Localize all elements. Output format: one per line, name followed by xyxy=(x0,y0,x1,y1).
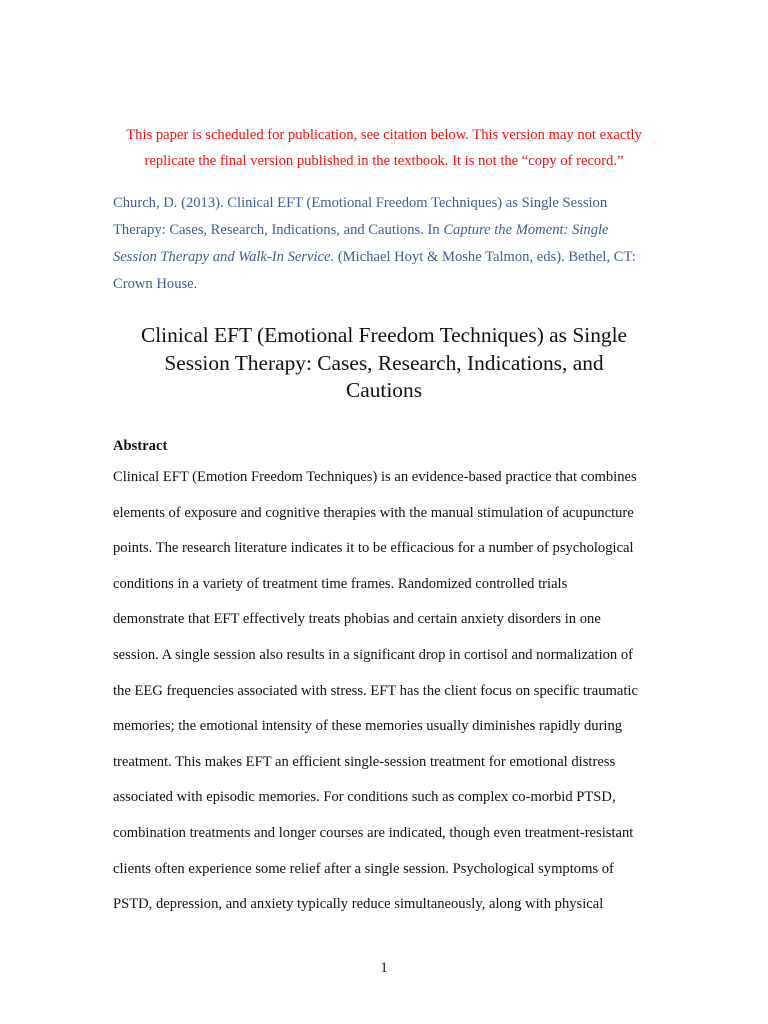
paper-title-line-2: Session Therapy: Cases, Research, Indications, and xyxy=(164,350,604,375)
paper-title xyxy=(84,322,684,405)
abstract-line: clients often experience some relief after a single session. Psychological symptoms of xyxy=(113,860,614,877)
abstract-heading: Abstract xyxy=(113,438,168,454)
publication-notice-line-1: This paper is scheduled for publication, see citation below. This version may not exactly xyxy=(126,127,642,143)
page-number: 1 xyxy=(380,960,388,976)
abstract-line: demonstrate that EFT effectively treats phobias and certain anxiety disorders in one xyxy=(113,611,601,628)
abstract-line: treatment. This makes EFT an efficient single-session treatment for emotional distress xyxy=(113,753,616,770)
abstract-line: associated with episodic memories. For conditions such as complex co-morbid PTSD, xyxy=(113,789,616,806)
publication-notice-line-2: replicate the final version published in the textbook. It is not the “copy of record.” xyxy=(144,153,624,169)
citation xyxy=(113,190,643,298)
abstract-line: session. A single session also results in a significant drop in cortisol and normalization of xyxy=(113,646,634,663)
abstract-line: combination treatments and longer courses are indicated, though even treatment-resistant xyxy=(113,824,634,841)
abstract-line: points. The research literature indicates it to be efficacious for a number of psychological xyxy=(113,540,634,557)
abstract-line: Clinical EFT (Emotion Freedom Techniques) is an evidence-based practice that combines xyxy=(113,469,637,485)
citation-book-title: Capture the Moment: Single Session Therapy and Walk-In Service. xyxy=(113,222,609,265)
publication-notice xyxy=(100,122,668,174)
paper-title-line-3: Cautions xyxy=(345,378,423,402)
citation-text-part-1: Church, D. (2013). Clinical EFT (Emotional Freedom Techniques) as Single Session Therapy: Cases, Research, Indications, and Cautions. In xyxy=(113,195,608,238)
abstract-line: PSTD, depression, and anxiety typically reduce simultaneously, along with physical xyxy=(113,896,604,913)
abstract-line: conditions in a variety of treatment time frames. Randomized controlled trials xyxy=(113,575,568,592)
paper-title-line-1: Clinical EFT (Emotional Freedom Techniques) as Single xyxy=(140,323,628,347)
abstract-body xyxy=(113,460,638,923)
abstract-line: memories; the emotional intensity of these memories usually diminishes rapidly during xyxy=(113,718,623,735)
citation-text-part-2: (Michael Hoyt & Moshe Talmon, eds). Bethel, CT: Crown House. xyxy=(113,249,636,292)
abstract-line: elements of exposure and cognitive therapies with the manual stimulation of acupuncture xyxy=(113,504,634,521)
abstract-line: the EEG frequencies associated with stress. EFT has the client focus on specific traumatic xyxy=(113,682,638,699)
